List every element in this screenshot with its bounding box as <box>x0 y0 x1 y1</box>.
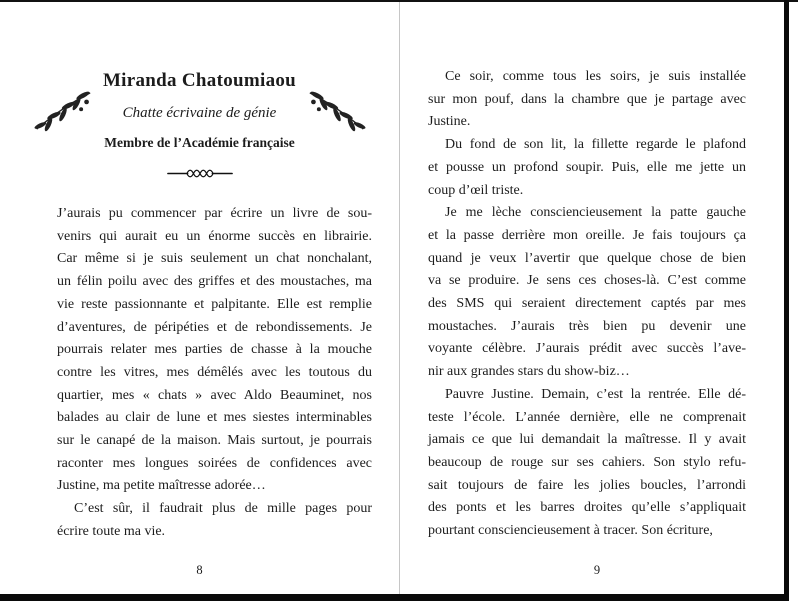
text-line: des ponts et les barres droites qu’elle s’appliquait <box>428 500 746 516</box>
text-line: quand je veux l’avertir que quelque chose de bien <box>428 250 746 266</box>
text-line: raconter mes longues soirées de confidences avec <box>57 455 372 471</box>
title-block <box>100 70 300 151</box>
text-line: moustaches. J’aurais très bien pu devenir une <box>428 318 746 334</box>
text-line: Car même si je suis seulement un chat nonchalant, <box>57 251 372 267</box>
text-line: pourtant consciencieusement à tracer. Son écriture, <box>428 523 713 539</box>
paragraph <box>428 134 746 202</box>
text-line: nir aux grandes stars du show-biz… <box>428 364 630 380</box>
left-page-number: 8 <box>196 563 203 577</box>
title-row <box>0 70 399 151</box>
paragraph <box>428 202 746 384</box>
text-line: sur le canapé de la maison. Mais surtout, je pourrais <box>57 433 372 449</box>
text-line: Justine. <box>428 114 471 130</box>
olive-branch-right-icon <box>308 86 366 136</box>
text-line: venirs qui aurait eu un énorme succès en librairie. <box>57 228 372 244</box>
text-line: teste l’école. L’année dernière, elle ne comprenait <box>428 409 746 425</box>
character-subtitle: Chatte écrivaine de génie <box>122 105 277 121</box>
chapter-header <box>0 70 399 181</box>
olive-branch-left-icon <box>34 86 92 136</box>
text-line: un félin poilu avec des griffes et des moustaches, ma <box>57 274 372 290</box>
text-line: C’est sûr, il faudrait plus de mille pages pour <box>74 501 372 517</box>
text-line: J’aurais pu commencer par écrire un livre de sou- <box>57 206 372 221</box>
text-line: va se produire. Je sens ces choses-là. C’est comme <box>428 273 746 289</box>
text-line: vie reste passionnante et palpitante. Elle est remplie <box>57 296 372 312</box>
text-line: quartier, mes « chats » avec Aldo Beauminet, nos <box>57 387 372 403</box>
text-line: d’aventures, de péripéties et de rebondissements. Je <box>57 319 372 335</box>
text-line: Justine, ma petite maîtresse adorée… <box>57 478 266 494</box>
left-page-body <box>57 203 372 544</box>
page-gutter-divider <box>399 0 400 594</box>
text-line: écrire toute ma vie. <box>57 523 166 539</box>
text-line: contre les vitres, mes démêlés avec les toutous du <box>57 364 372 380</box>
text-line: jamais ce que lui demandait la maîtresse. Il y avait <box>428 432 746 448</box>
text-line: et pousse un profond soupir. Puis, elle me jette un <box>428 159 746 175</box>
character-name-title: Miranda Chatoumiaou <box>102 70 297 91</box>
text-line: balades au clair de lune et mes siestes interminables <box>57 410 372 426</box>
paragraph <box>57 498 372 543</box>
text-line: des SMS qui seraient directement captés par mes <box>428 296 746 312</box>
text-line: sait toujours de faire les jolies boucles, l’arrondi <box>428 477 746 493</box>
text-line: Du fond de son lit, la fillette regarde le plafond <box>445 137 746 153</box>
character-affiliation: Membre de l’Académie française <box>104 135 295 150</box>
text-line: voyante célèbre. J’aurais prédit avec succès l’ave- <box>428 341 746 357</box>
right-page <box>400 0 784 601</box>
text-line: et la passe derrière mon oreille. Je fais toujours ça <box>428 227 746 243</box>
paragraph <box>57 203 372 498</box>
paragraph <box>428 66 746 134</box>
paragraph <box>428 384 746 543</box>
right-page-number: 9 <box>593 563 601 577</box>
text-line: Pauvre Justine. Demain, c’est la rentrée. Elle dé- <box>445 386 746 402</box>
scan-edge-right <box>784 0 789 601</box>
text-line: Je me lèche consciencieusement la patte gauche <box>445 205 746 221</box>
scan-edge-top <box>0 0 798 2</box>
scan-edge-bottom <box>0 594 789 601</box>
text-line: sur mon pouf, dans la chambre que je partage avec <box>428 91 746 107</box>
text-line: beaucoup de rouge sur ses cahiers. Son stylo refu- <box>428 454 746 470</box>
right-page-body <box>428 66 746 543</box>
text-line: pourrais relater mes parties de chasse à la mouche <box>57 342 372 358</box>
text-line: coup d’œil triste. <box>428 182 524 198</box>
text-line: Ce soir, comme tous les soirs, je suis installée <box>445 69 746 84</box>
wavy-divider-icon <box>165 166 235 181</box>
